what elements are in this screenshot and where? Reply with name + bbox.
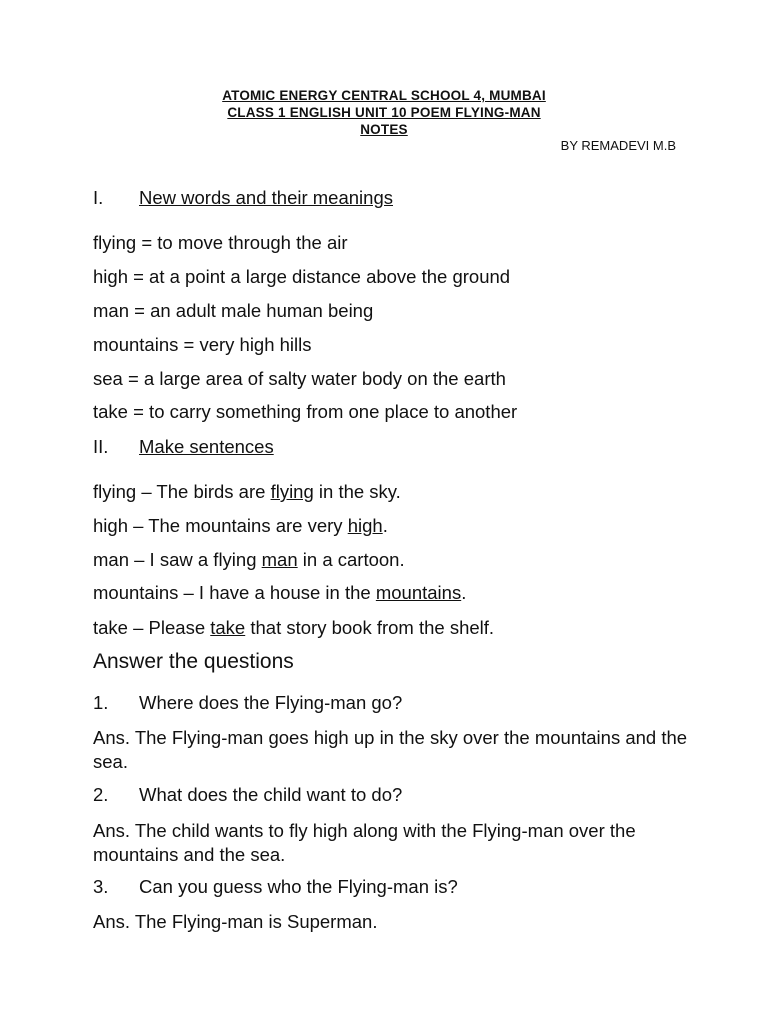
answer-text: Ans. The Flying-man is Superman. (93, 911, 378, 932)
section-number: II. (93, 436, 109, 457)
sentence (93, 549, 405, 571)
sentence-text: . (461, 582, 467, 603)
sentence (93, 582, 466, 604)
sentence-text: in the sky. (313, 481, 401, 502)
section-title: Make sentences (139, 436, 274, 457)
question-number: 3. (93, 876, 109, 897)
word-meaning: man = an adult male human being (93, 300, 374, 321)
word-meaning: high = at a point a large distance above the ground (93, 266, 511, 287)
question (0, 692, 768, 716)
section-heading-new-words (0, 187, 768, 211)
word-meaning: flying = to move through the air (93, 232, 348, 253)
answer-questions-heading: Answer the questions (93, 650, 294, 673)
key-word: man (261, 549, 298, 570)
class-title: CLASS 1 ENGLISH UNIT 10 POEM FLYING-MAN (227, 105, 541, 120)
section-number: I. (93, 187, 104, 208)
sentence-text: man – I saw a flying (93, 549, 262, 570)
word-meaning: mountains = very high hills (93, 334, 312, 355)
key-word: flying (270, 481, 314, 502)
question-text: Where does the Flying-man go? (139, 692, 403, 713)
sentence-text: take – Please (93, 617, 211, 638)
sentence (93, 617, 494, 639)
question-number: 1. (93, 692, 109, 713)
sentence-text: . (382, 515, 388, 536)
question-text: Can you guess who the Flying-man is? (139, 876, 458, 897)
sentence (93, 515, 388, 537)
sentence-text: mountains – I have a house in the (93, 582, 376, 603)
word-meaning: take = to carry something from one place to another (93, 401, 518, 422)
notes-title: NOTES (360, 122, 408, 137)
sentence-text: that story book from the shelf. (245, 617, 495, 638)
question-number: 2. (93, 784, 109, 805)
word-meaning: sea = a large area of salty water body on the earth (93, 368, 506, 389)
sentence-text: flying – The birds are (93, 481, 271, 502)
question (0, 876, 768, 900)
section-heading-make-sentences (0, 436, 768, 460)
sentence-text: high – The mountains are very (93, 515, 348, 536)
answer-text: Ans. The child wants to fly high along with the Flying-man over the mountains and the sea. (93, 820, 636, 865)
sentence-text: in a cartoon. (297, 549, 405, 570)
key-word: mountains (375, 582, 462, 603)
section-title: New words and their meanings (139, 187, 393, 208)
key-word: high (347, 515, 383, 536)
answer-text: Ans. The Flying-man goes high up in the sky over the mountains and the sea. (93, 727, 688, 772)
sentence (93, 481, 401, 503)
school-title: ATOMIC ENERGY CENTRAL SCHOOL 4, MUMBAI (222, 88, 546, 103)
key-word: take (210, 617, 246, 638)
author-byline: BY REMADEVI M.B (560, 138, 676, 153)
question (0, 784, 768, 808)
question-text: What does the child want to do? (139, 784, 403, 805)
